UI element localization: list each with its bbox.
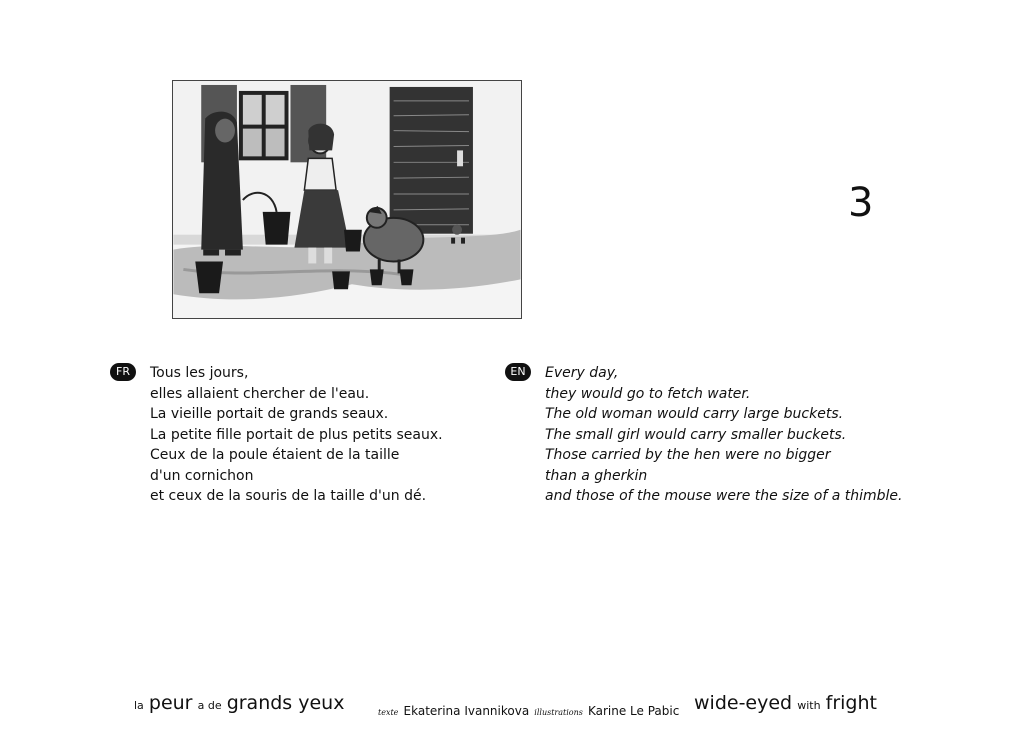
illustration-drawing bbox=[173, 81, 521, 318]
english-line: Those carried by the hen were no bigger bbox=[545, 447, 831, 463]
title-fr-word: peur bbox=[148, 692, 193, 714]
language-badge-fr: FR bbox=[110, 363, 136, 381]
title-en-word: fright bbox=[825, 692, 877, 714]
english-line: than a gherkin bbox=[545, 467, 648, 484]
french-line: La petite fille portait de plus petits seaux. bbox=[150, 426, 443, 443]
footer-title-fr bbox=[134, 692, 344, 714]
title-fr-word: grands yeux bbox=[226, 692, 345, 714]
story-illustration bbox=[172, 80, 522, 319]
french-line: Ceux de la poule étaient de la taille bbox=[150, 447, 400, 463]
credit-text-label: texte bbox=[378, 708, 399, 717]
footer-title-en bbox=[694, 692, 877, 714]
credit-author: Ekaterina Ivannikova bbox=[403, 704, 530, 718]
title-en-word: with bbox=[797, 699, 821, 712]
language-badge-en: EN bbox=[505, 363, 531, 381]
french-line: La vieille portait de grands seaux. bbox=[150, 406, 389, 422]
title-en-word: wide-eyed bbox=[694, 692, 793, 714]
english-line: Every day, bbox=[545, 365, 619, 381]
credit-illustrator: Karine Le Pabic bbox=[587, 704, 680, 718]
page-number: 3 bbox=[848, 180, 874, 226]
title-fr-word: la bbox=[134, 699, 144, 712]
english-line: and those of the mouse were the size of a thimble. bbox=[545, 488, 903, 504]
credit-illustrations-label: illustrations bbox=[534, 708, 583, 717]
english-line: The old woman would carry large buckets. bbox=[545, 406, 844, 422]
french-line: et ceux de la souris de la taille d'un dé. bbox=[150, 488, 427, 504]
english-line: they would go to fetch water. bbox=[545, 385, 751, 402]
french-lines bbox=[150, 363, 443, 507]
footer-credits bbox=[378, 700, 679, 719]
english-line: The small girl would carry smaller buckets. bbox=[545, 426, 847, 443]
french-line: d'un cornichon bbox=[150, 467, 254, 484]
french-line: Tous les jours, bbox=[150, 365, 249, 381]
title-fr-word: a de bbox=[197, 699, 222, 712]
french-line: elles allaient chercher de l'eau. bbox=[150, 385, 370, 402]
english-lines bbox=[545, 363, 903, 507]
